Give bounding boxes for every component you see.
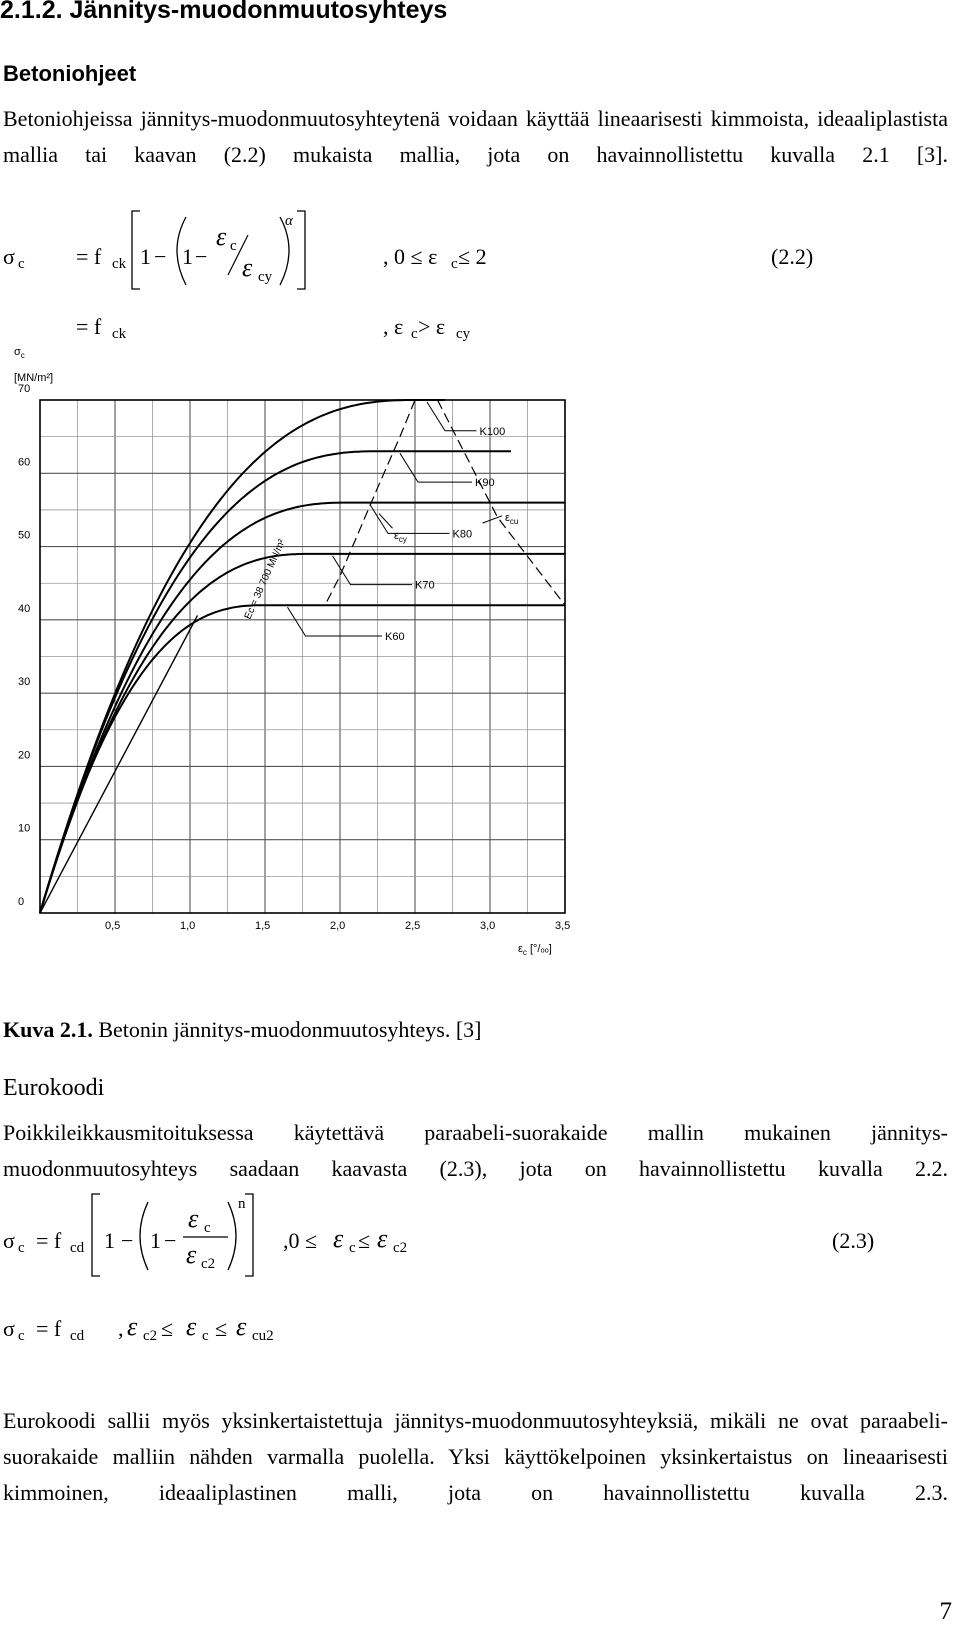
leader-k70 (333, 556, 413, 585)
paragraph-3 (3, 1403, 948, 1511)
series-label-k60: K60 (385, 630, 405, 643)
series-label-k100: K100 (479, 425, 506, 438)
elastic-line-label: Ec = 38 700 MN/m² (242, 537, 288, 622)
eq23-sigma: σ (3, 1228, 15, 1253)
eq23-cond-sub-c2: c2 (393, 1240, 408, 1256)
paragraph-1-text: Betoniohjeissa jännitys-muodonmuutosyhteytenä voidaan käyttää lineaarisesti kimmoista, ideaaliplastista mallia tai kaavan (2.2) mukaista mallia, jota on havainnollistettu kuvalla 2.1 [3]. (3, 106, 948, 167)
stress-strain-chart (0, 338, 600, 963)
leader-k80 (370, 505, 450, 534)
paragraph-1 (3, 101, 948, 173)
paragraph-2-text: Poikkileikkausmitoituksessa käytettävä paraabeli-suorakaide mallin mukainen jännitys-muodonmuutosyhteys saadaan kaavasta (2.3), jota on havainnollistettu kuvalla 2.2. (3, 1120, 948, 1181)
eq23-line2-sub-c: c (202, 1328, 209, 1344)
eq23-one-b: 1 (150, 1228, 161, 1253)
eq23-equals-f: = f (36, 1228, 62, 1253)
eq23-exp-n: n (238, 1196, 246, 1212)
eq22-cond-sub-c: c (451, 256, 458, 272)
eq22-line2-sub-ck: ck (112, 326, 127, 342)
eq22-brackets (120, 205, 320, 295)
eq23-minus-a: − (121, 1228, 134, 1253)
eq23-line2-sub-c2: c2 (143, 1328, 158, 1344)
x-tick-label: 1,5 (255, 920, 271, 932)
x-axis-label: $\varepsilon_c$ [°/ₒₒ] (518, 943, 552, 957)
annotation-eps-cy-leader (379, 514, 393, 529)
section-heading: 2.1.2. Jännitys-muodonmuutosyhteys (0, 0, 448, 24)
eq23-line2-sub-cd: cd (70, 1328, 85, 1344)
y-tick-label: 30 (18, 676, 31, 689)
eq23-line2-eps-c: ε (186, 1312, 197, 1341)
eq23-line2-comma: , (118, 1316, 124, 1341)
leader-k100 (427, 402, 477, 431)
eq22-condition-2-mid: > ε (418, 314, 446, 339)
elastic-line (40, 615, 198, 913)
eq23-line2-leq-1: ≤ (161, 1316, 174, 1341)
eq22-line2-equals-f: = f (76, 314, 102, 339)
eq22-sigma: σ (3, 244, 15, 269)
y-axis-unit: [MN/m²] (14, 372, 54, 384)
caption-text: Betonin jännitys-muodonmuutosyhteys. [3] (92, 1017, 482, 1042)
series-label-k80: K80 (452, 528, 473, 541)
eq22-cond2-sub-cy: cy (456, 326, 471, 342)
eq23-sub-cd: cd (70, 1240, 85, 1256)
eq23-line2-sub-cu2: cu2 (252, 1328, 274, 1344)
y-tick-label: 0 (18, 896, 25, 908)
figure-caption (3, 1017, 482, 1043)
eq22-eps-num: ε (216, 222, 227, 251)
eq23-minus-b: − (164, 1228, 177, 1253)
y-tick-label: 40 (18, 602, 31, 615)
y-tick-label: 50 (18, 529, 31, 542)
eq22-one-a: 1 (140, 244, 151, 269)
x-tick-label: 0,5 (105, 920, 121, 932)
eq22-one-b: 1 (182, 244, 193, 269)
y-tick-label: 70 (18, 383, 31, 395)
eq23-cond-eps-c: ε (333, 1224, 344, 1253)
paragraph-3-text: Eurokoodi sallii myös yksinkertaistettuja jännitys-muodonmuutosyhteyksiä, mikäli ne ovat paraabeli-suorakaide malliin nähden varmalla puolella. Yksi käyttökelpoinen yksinkertaistus on lineaarisesti kimmoinen, ideaaliplastinen malli, jota on havainnollistettu kuvalla 2.3. (3, 1408, 948, 1505)
eq23-line2-eps-c2: ε (127, 1312, 138, 1341)
y-tick-label: 10 (18, 822, 31, 835)
eq23-line2-sigma: σ (3, 1316, 15, 1341)
eq22-equals-f: = f (76, 244, 102, 269)
eq23-sub-c: c (18, 1240, 25, 1256)
leader-k90 (400, 453, 472, 482)
eq23-cond-sub-c: c (349, 1240, 356, 1256)
y-tick-label: 20 (18, 749, 31, 762)
eq22-condition-1: , 0 ≤ ε (383, 244, 438, 269)
eq22-cond2-sub-c: c (411, 326, 418, 342)
annotation-eps-cu-leader (483, 516, 503, 523)
paragraph-2 (3, 1115, 948, 1187)
leader-k60 (288, 607, 383, 636)
series-label-k70: K70 (415, 579, 435, 592)
x-tick-label: 3,0 (480, 920, 496, 932)
eq22-sub-c-num: c (230, 238, 237, 254)
eq23-line2-eps-cu2: ε (236, 1312, 247, 1341)
series-label-k90: K90 (475, 477, 495, 490)
eq22-condition-1-end: ≤ 2 (458, 244, 487, 269)
eq22-minus-a: − (154, 244, 167, 269)
curve-k90 (40, 451, 511, 913)
annotation-eps-cy: $\varepsilon_{cy}$ (394, 530, 407, 545)
caption-label: Kuva 2.1. (3, 1017, 93, 1042)
eq22-condition-2: , ε (383, 314, 404, 339)
eq23-brackets (80, 1188, 270, 1283)
x-tick-label: 2,0 (330, 920, 346, 932)
eq23-eps-num: ε (188, 1204, 199, 1233)
subheading-betoniohjeet: Betoniohjeet (3, 61, 137, 86)
x-tick-label: 3,5 (555, 920, 571, 932)
eq23-line2-equals-f: = f (36, 1316, 62, 1341)
eq23-line2-sub-c: c (18, 1328, 25, 1344)
eq22-alpha: α (285, 213, 293, 229)
eq23-number: (2.3) (832, 1228, 875, 1253)
page-number: 7 (939, 1598, 952, 1625)
y-tick-label: 60 (18, 456, 31, 469)
eq22-number: (2.2) (771, 244, 814, 269)
eq22-minus-b: − (195, 244, 208, 269)
eq23-one-a: 1 (104, 1228, 115, 1253)
y-axis-label: $\sigma_c$ (14, 346, 25, 360)
eq22-sub-cy: cy (258, 269, 273, 285)
eq23-cond-leq: ≤ (358, 1228, 371, 1253)
x-tick-label: 2,5 (405, 920, 421, 932)
eq22-sub-c: c (18, 256, 25, 272)
annotation-eps-cu: $\varepsilon_{cu}$ (505, 511, 519, 526)
x-tick-label: 1,0 (180, 920, 196, 932)
eq22-eps-den: ε (242, 253, 253, 282)
eq23-line2-leq-2: ≤ (215, 1316, 228, 1341)
eq23-eps-den: ε (186, 1240, 197, 1269)
subheading-eurokoodi: Eurokoodi (3, 1075, 105, 1101)
eq23-condition-1: ,0 ≤ (283, 1228, 318, 1253)
eq23-cond-eps-c2: ε (377, 1224, 388, 1253)
eq23-sub-c-num: c (204, 1220, 211, 1236)
eq22-sub-ck: ck (112, 256, 127, 272)
eq23-sub-c2: c2 (201, 1256, 216, 1272)
